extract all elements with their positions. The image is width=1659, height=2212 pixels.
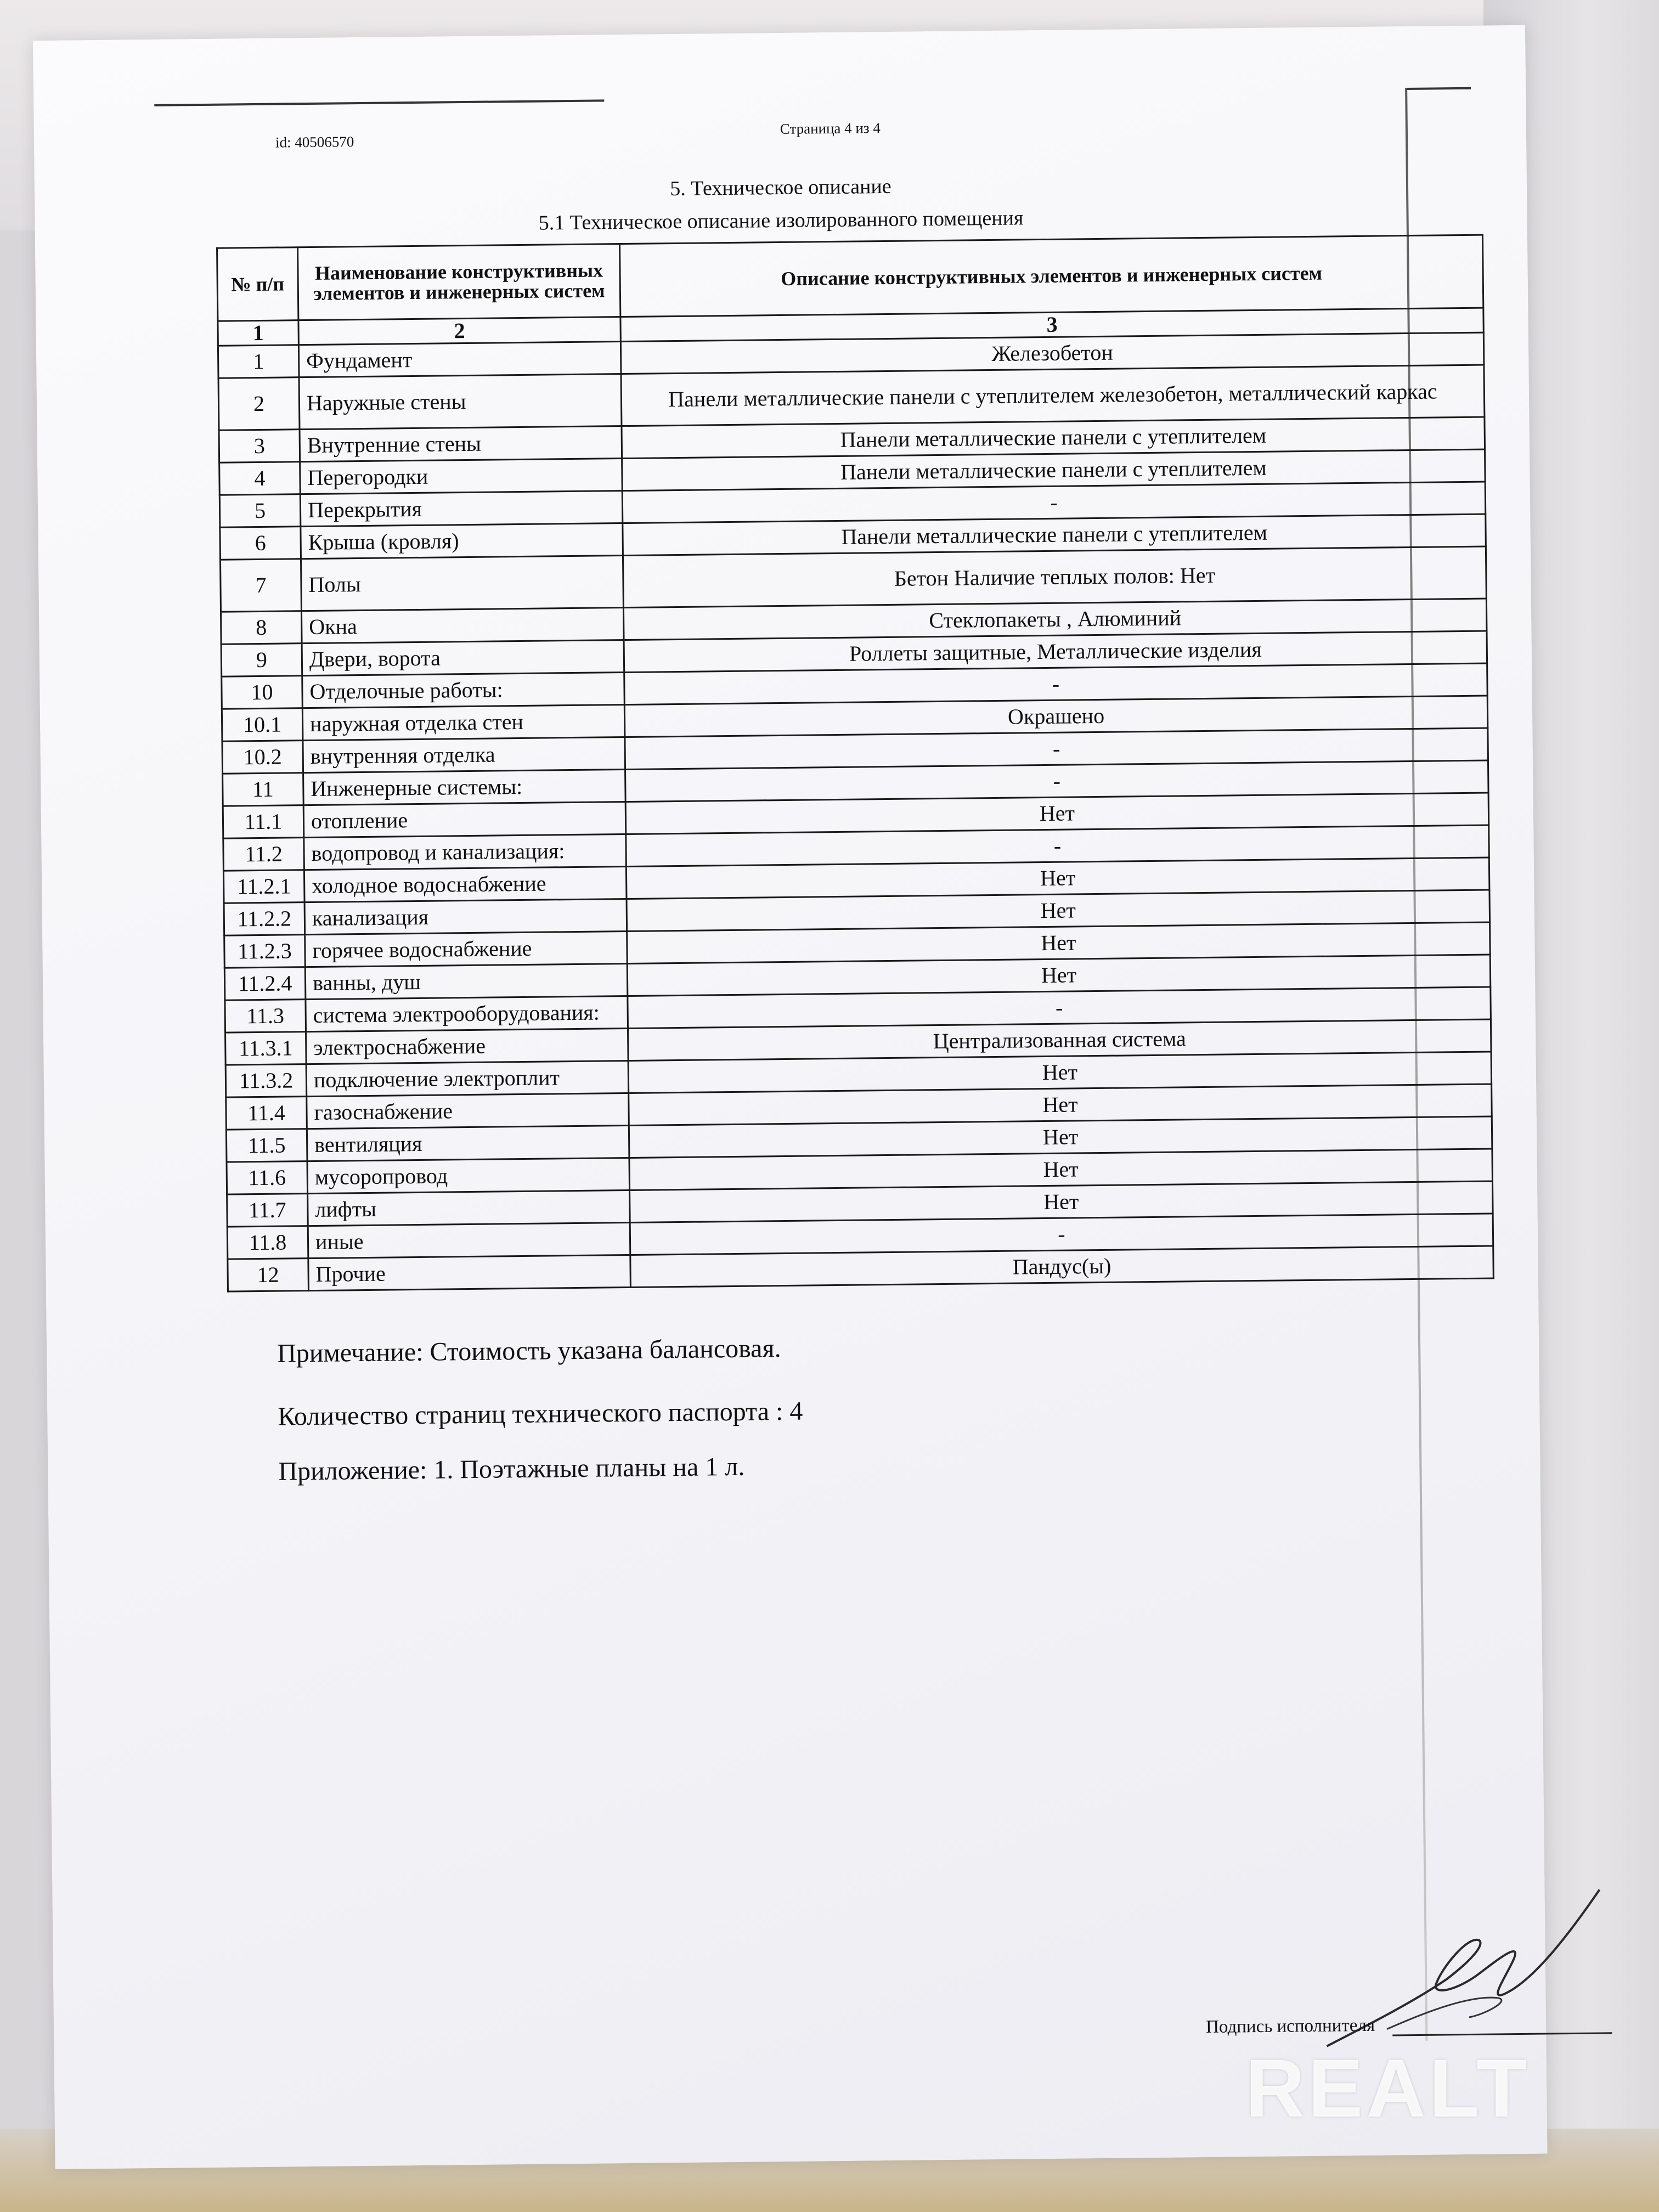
document-page: [33, 25, 1547, 2169]
row-description: Централизованная система: [628, 1019, 1491, 1060]
row-element-name: внутренняя отделка: [303, 737, 625, 773]
row-description: Нет: [627, 922, 1491, 963]
row-description: Панели металлические панели с утеплителем железобетон, металлический каркас: [621, 365, 1485, 426]
technical-description-table: [216, 234, 1494, 1293]
header-element-name: Наименование конструктивных элементов и инженерных систем: [298, 244, 620, 320]
signature-label: Подпись исполнителя: [1205, 2015, 1375, 2038]
row-element-name: подключение электроплит: [306, 1060, 629, 1096]
row-element-name: газоснабжение: [307, 1093, 629, 1128]
row-number: 11.3.2: [225, 1064, 307, 1098]
row-number: 1: [218, 345, 299, 379]
row-element-name: Крыша (кровля): [301, 523, 623, 559]
row-element-name: горячее водоснабжение: [305, 931, 628, 967]
row-number: 11.1: [223, 805, 304, 839]
row-number: 12: [228, 1259, 309, 1292]
row-description: Стеклопакеты , Алюминий: [623, 599, 1487, 640]
row-element-name: Отделочные работы:: [302, 673, 625, 708]
row-number: 2: [218, 377, 300, 431]
row-description: -: [626, 825, 1489, 866]
row-element-name: Двери, ворота: [302, 640, 624, 676]
row-description: Пандус(ы): [630, 1246, 1494, 1287]
section-title: 5. Техническое описание: [670, 174, 891, 201]
row-number: 5: [219, 494, 301, 528]
row-element-name: иные: [308, 1222, 630, 1258]
row-element-name: электроснабжение: [306, 1028, 629, 1064]
row-number: 6: [220, 527, 301, 560]
row-number: 8: [221, 611, 302, 645]
row-element-name: ванны, душ: [305, 963, 628, 999]
row-description: Нет: [627, 890, 1490, 931]
row-description: Бетон Наличие теплых полов: Нет: [623, 546, 1486, 607]
row-element-name: Фундамент: [298, 342, 621, 377]
row-description: -: [624, 663, 1488, 704]
row-description: -: [630, 1214, 1493, 1255]
handwritten-signature: [1303, 1878, 1612, 2068]
page-number: Страница 4 из 4: [780, 120, 881, 137]
header-rule-left: [154, 99, 604, 106]
row-description: Нет: [629, 1084, 1492, 1125]
row-description: -: [625, 760, 1489, 802]
row-element-name: вентиляция: [307, 1125, 629, 1161]
row-element-name: отопление: [303, 802, 626, 838]
row-number: 4: [219, 462, 301, 495]
row-description: -: [622, 482, 1486, 523]
row-element-name: холодное водоснабжение: [304, 867, 627, 902]
row-element-name: Перегородки: [300, 459, 623, 494]
row-element-name: Прочие: [308, 1255, 631, 1290]
row-description: Панели металлические панели с утеплителем: [622, 449, 1486, 490]
row-number: 11.6: [227, 1161, 308, 1195]
row-description: Нет: [628, 1052, 1492, 1093]
note-appendix: Приложение: 1. Поэтажные планы на 1 л.: [278, 1452, 745, 1486]
row-number: 3: [219, 430, 300, 463]
row-number: 11.8: [227, 1226, 308, 1260]
note-cost: Примечание: Стоимость указана балансовая.: [276, 1334, 781, 1368]
header-rule-right: [1405, 87, 1471, 90]
row-description: Нет: [625, 793, 1489, 834]
row-description: Роллеты защитные, Металлические изделия: [624, 631, 1487, 672]
row-element-name: канализация: [304, 899, 627, 934]
row-element-name: наружная отделка стен: [302, 705, 625, 741]
row-description: Панели металлические панели с утеплителем: [622, 417, 1485, 458]
row-element-name: Наружные стены: [299, 374, 622, 430]
row-number: 11.2.4: [224, 967, 306, 1001]
row-description: Нет: [630, 1181, 1493, 1222]
row-description: Железобетон: [620, 332, 1484, 374]
column-number-3: 3: [620, 308, 1483, 341]
row-description: Панели металлические панели с утеплителем: [623, 514, 1486, 555]
row-element-name: Перекрытия: [300, 491, 623, 527]
row-element-name: Полы: [301, 556, 623, 611]
row-number: 10.1: [222, 708, 303, 742]
row-number: 11.2: [223, 838, 304, 871]
row-description: Нет: [626, 857, 1489, 899]
row-number: 11.4: [226, 1097, 307, 1130]
row-number: 11.5: [226, 1129, 307, 1163]
row-number: 11.2.1: [223, 870, 304, 904]
row-number: 10: [222, 676, 303, 709]
note-page-count: Количество страниц технического паспорта : 4: [278, 1396, 803, 1431]
row-element-name: Внутренние стены: [300, 426, 622, 462]
row-description: -: [625, 728, 1488, 769]
realt-watermark-logo: REALT: [1245, 2042, 1530, 2134]
row-element-name: Инженерные системы:: [303, 770, 626, 805]
row-number: 11.2.3: [224, 935, 306, 968]
row-number: 9: [221, 644, 302, 677]
row-number: 11: [223, 773, 304, 806]
row-element-name: мусоропровод: [307, 1158, 630, 1193]
header-description: Описание конструктивных элементов и инженерных систем: [620, 235, 1483, 317]
row-number: 11.2.2: [224, 902, 305, 936]
column-number-2: 2: [298, 317, 620, 345]
row-description: -: [628, 987, 1491, 1028]
document-id: id: 40506570: [275, 133, 354, 151]
row-number: 7: [220, 559, 301, 612]
row-description: Нет: [627, 955, 1491, 996]
row-number: 11.3: [225, 1000, 306, 1033]
row-number: 11.3.1: [225, 1032, 307, 1065]
row-number: 10.2: [222, 741, 303, 774]
row-number: 11.7: [227, 1194, 308, 1227]
row-element-name: система электрооборудования:: [306, 996, 628, 1031]
header-number: № п/п: [217, 247, 298, 321]
row-description: Окрашено: [624, 696, 1488, 737]
row-element-name: водопровод и канализация:: [304, 834, 627, 870]
row-element-name: лифты: [308, 1190, 630, 1226]
row-description: Нет: [629, 1116, 1492, 1158]
row-description: Нет: [629, 1149, 1493, 1190]
section-subtitle: 5.1 Техническое описание изолированного помещения: [538, 206, 1024, 235]
column-number-1: 1: [218, 320, 298, 346]
table-header-row: [217, 235, 1483, 321]
row-element-name: Окна: [301, 608, 624, 644]
